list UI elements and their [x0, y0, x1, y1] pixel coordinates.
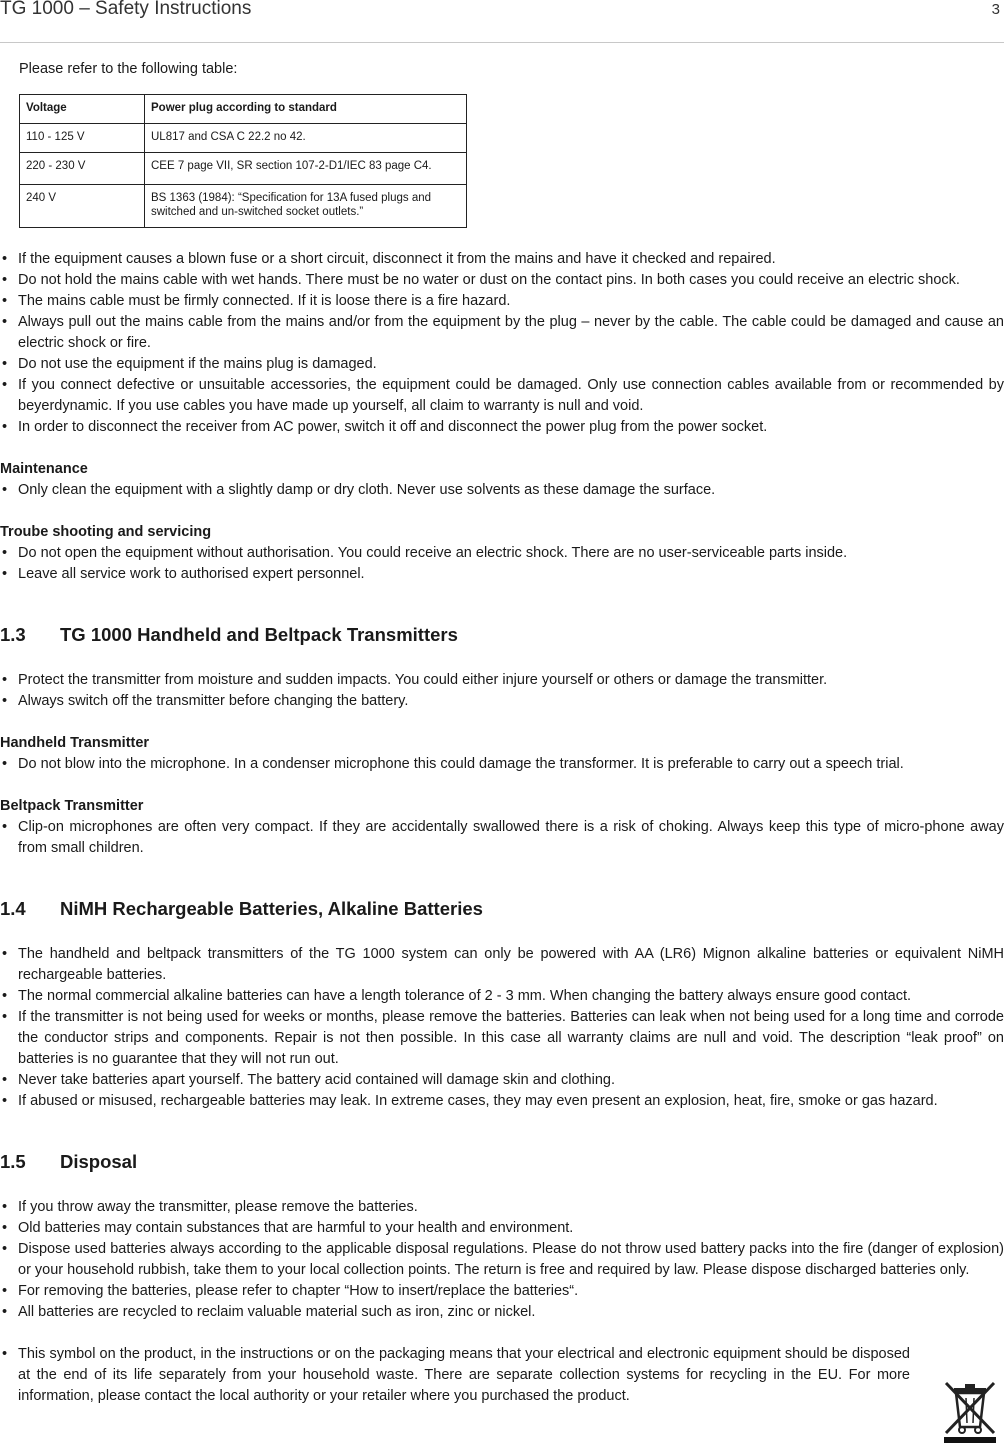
standard-cell: CEE 7 page VII, SR section 107-2-D1/IEC 83 page C4.	[145, 153, 467, 185]
page-header	[0, 0, 1004, 43]
weee-note: • This symbol on the product, in the instructions or on the packaging means that your electrical and electronic equipment should be disposed at the end of its life separately from your household waste. There are separate collection systems for recycling in the EU. For more information, please contact the local authority or your retailer where you purchased the product.	[0, 1344, 910, 1407]
handheld-heading: Handheld Transmitter	[0, 735, 150, 751]
list-item: • Never take batteries apart yourself. The battery acid contained will damage skin and clothing.	[0, 1070, 1004, 1091]
troubleshooting-heading: Troube shooting and servicing	[0, 524, 212, 540]
list-item: • If the equipment causes a blown fuse or a short circuit, disconnect it from the mains and have it checked and repaired.	[0, 249, 1004, 270]
section-title: NiMH Rechargeable Batteries, Alkaline Batteries	[60, 898, 483, 919]
table-row	[20, 124, 467, 153]
handheld-list	[0, 754, 1004, 775]
standard-cell: UL817 and CSA C 22.2 no 42.	[145, 124, 467, 153]
document-title: TG 1000 – Safety Instructions	[0, 0, 252, 19]
beltpack-list	[0, 817, 1004, 859]
crossed-out-wheelie-bin-icon	[940, 1379, 1000, 1443]
list-item: • For removing the batteries, please refer to chapter “How to insert/replace the batteries“.	[0, 1281, 1004, 1302]
list-item: • Protect the transmitter from moisture and sudden impacts. You could either injure yourself or others or damage the transmitter.	[0, 670, 1004, 691]
section-heading-1-4	[0, 897, 1004, 921]
table-row	[20, 185, 467, 228]
maintenance-list	[0, 480, 1004, 501]
list-item: • Leave all service work to authorised expert personnel.	[0, 564, 1004, 585]
list-item: • Old batteries may contain substances that are harmful to your health and environment.	[0, 1218, 1004, 1239]
list-item: • Do not hold the mains cable with wet hands. There must be no water or dust on the contact pins. In both cases you could receive an electric shock.	[0, 270, 1004, 291]
page-number: 3	[991, 1, 1000, 18]
list-item: • All batteries are recycled to reclaim valuable material such as iron, zinc or nickel.	[0, 1302, 1004, 1323]
list-item: • Do not use the equipment if the mains plug is damaged.	[0, 354, 1004, 375]
voltage-cell: 240 V	[20, 185, 145, 228]
section-heading-1-3	[0, 623, 1004, 647]
section-title: TG 1000 Handheld and Beltpack Transmitters	[60, 624, 458, 645]
list-item: • Clip-on microphones are often very compact. If they are accidentally swallowed there is a risk of choking. Always keep this type of micro-phone away from small children.	[0, 817, 1004, 859]
section-title: Disposal	[60, 1151, 138, 1172]
list-item: • Do not open the equipment without authorisation. You could receive an electric shock. There are no user-serviceable parts inside.	[0, 543, 1004, 564]
troubleshooting-list	[0, 543, 1004, 585]
section-number: 1.3	[0, 624, 26, 645]
battery-list	[0, 944, 1004, 1112]
column-header-voltage: Voltage	[20, 95, 145, 124]
list-item: • The normal commercial alkaline batteries can have a length tolerance of 2 - 3 mm. When changing the battery always ensure good contact.	[0, 986, 1004, 1007]
plug-standards-table	[19, 94, 467, 228]
table-header-row	[20, 95, 467, 124]
list-item: • Only clean the equipment with a slightly damp or dry cloth. Never use solvents as these damage the surface.	[0, 480, 1004, 501]
column-header-standard: Power plug according to standard	[145, 95, 467, 124]
voltage-cell: 220 - 230 V	[20, 153, 145, 185]
list-item: • The handheld and beltpack transmitters of the TG 1000 system can only be powered with AA (LR6) Mignon alkaline batteries or equivalent NiMH rechargeable batteries.	[0, 944, 1004, 986]
list-item: • If you connect defective or unsuitable accessories, the equipment could be damaged. Only use connection cables available from or recommended by beyerdynamic. If you use cables you have made up yourself, all claim to warranty is null and void.	[0, 375, 1004, 417]
section-heading-1-5	[0, 1150, 1004, 1174]
power-safety-list	[0, 249, 1004, 438]
list-item: • Dispose used batteries always according to the applicable disposal regulations. Please do not throw used battery packs into the fire (danger of explosion) or your household rubbish, take them to your local collection points. The return is free and required by law. Please dispose discharged batteries only.	[0, 1239, 1004, 1281]
list-item: • If abused or misused, rechargeable batteries may leak. In extreme cases, they may even present an explosion, heat, fire, smoke or gas hazard.	[0, 1091, 1004, 1112]
maintenance-heading: Maintenance	[0, 461, 88, 477]
list-item: • Always pull out the mains cable from the mains and/or from the equipment by the plug – never by the cable. The cable could be damaged and cause an electric shock or fire.	[0, 312, 1004, 354]
page-content	[0, 59, 1004, 1407]
weee-note-list	[0, 1344, 910, 1407]
disposal-list	[0, 1197, 1004, 1323]
standard-cell: BS 1363 (1984): “Specification for 13A fused plugs and switched and un-switched socket outlets.”	[145, 185, 467, 228]
list-item: • If the transmitter is not being used for weeks or months, please remove the batteries. Batteries can leak when not being used for a long time and corrode the conductor strips and components. Repair is not then possible. In this case all warranty claims are null and void. The description “leak proof” on batteries is no guarantee that they will not run out.	[0, 1007, 1004, 1070]
section-number: 1.5	[0, 1151, 26, 1172]
intro-text: Please refer to the following table:	[19, 61, 238, 77]
table-row	[20, 153, 467, 185]
list-item: • Do not blow into the microphone. In a condenser microphone this could damage the transformer. It is preferable to carry out a speech trial.	[0, 754, 1004, 775]
transmitter-list	[0, 670, 1004, 712]
beltpack-heading: Beltpack Transmitter	[0, 798, 144, 814]
list-item: • The mains cable must be firmly connected. If it is loose there is a fire hazard.	[0, 291, 1004, 312]
list-item: • Always switch off the transmitter before changing the battery.	[0, 691, 1004, 712]
list-item: • If you throw away the transmitter, please remove the batteries.	[0, 1197, 1004, 1218]
section-number: 1.4	[0, 898, 26, 919]
voltage-cell: 110 - 125 V	[20, 124, 145, 153]
list-item: • In order to disconnect the receiver from AC power, switch it off and disconnect the power plug from the power socket.	[0, 417, 1004, 438]
